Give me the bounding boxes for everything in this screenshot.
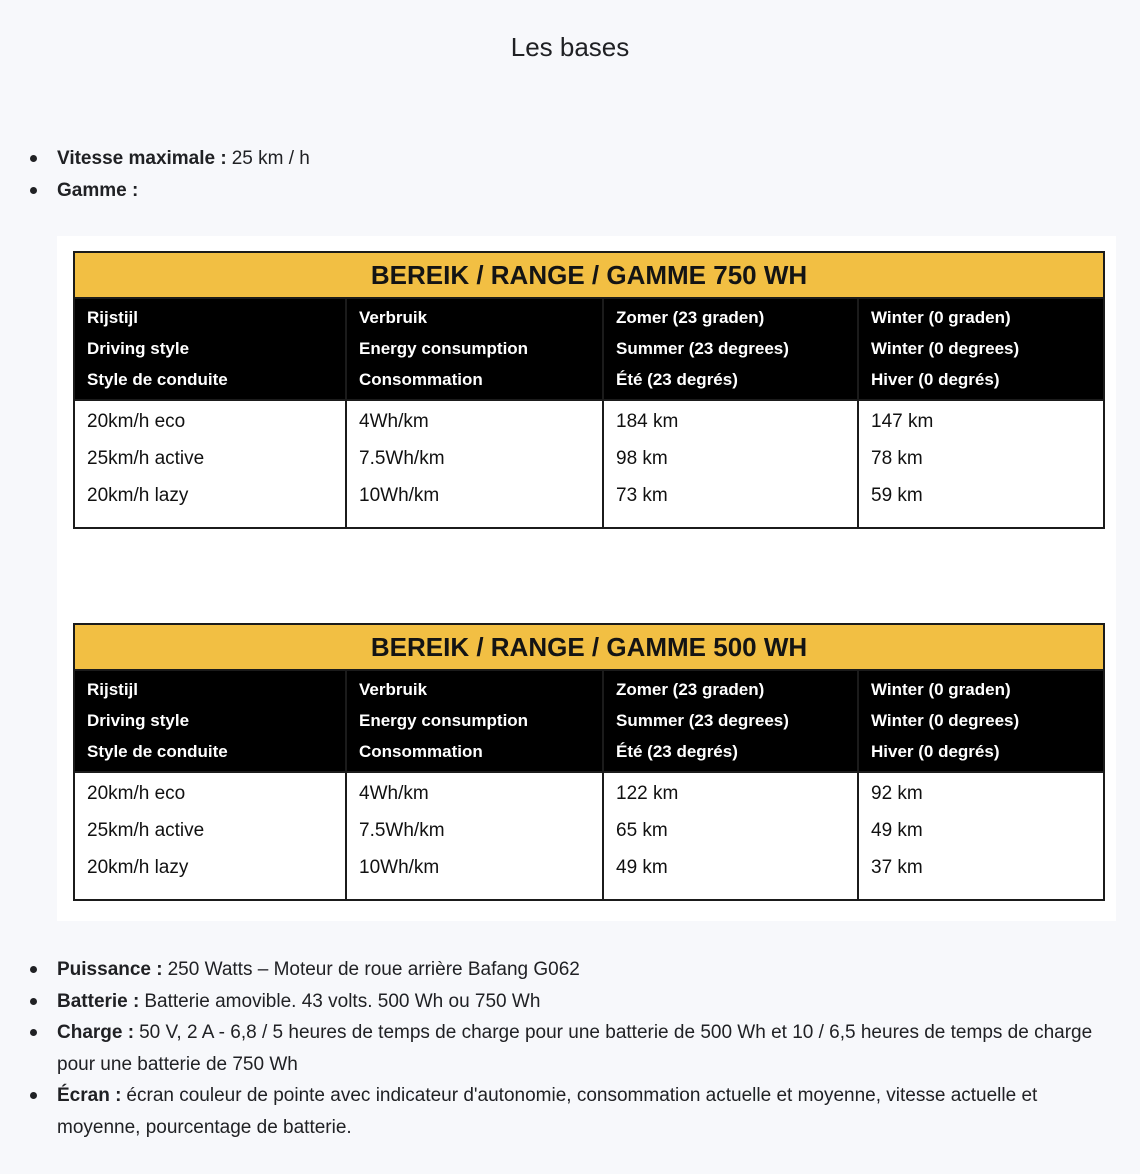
spec-ecran bbox=[57, 1080, 1120, 1143]
cell-winter-range-values: 92 km 49 km 37 km bbox=[858, 772, 1104, 900]
range-table-500wh bbox=[73, 623, 1105, 901]
spec-batterie bbox=[57, 986, 1120, 1018]
range-tables-panel bbox=[57, 236, 1116, 921]
spec-gamme bbox=[57, 175, 1120, 207]
cell-summer-range-values: 122 km 65 km 49 km bbox=[603, 772, 858, 900]
table-title-750wh: BEREIK / RANGE / GAMME 750 WH bbox=[74, 252, 1104, 298]
spec-value: 50 V, 2 A - 6,8 / 5 heures de temps de charge pour une batterie de 500 Wh et 10 / 6,5 heures de temps de charge pour une batterie de 750 Wh bbox=[57, 1022, 1093, 1075]
spec-value: 250 Watts – Moteur de roue arrière Bafang G062 bbox=[167, 959, 580, 980]
cell-driving-styles: 20km/h eco 25km/h active 20km/h lazy bbox=[74, 400, 346, 528]
spec-label: Puissance : bbox=[57, 959, 163, 980]
col-header-driving-style: Rijstijl Driving style Style de conduite bbox=[74, 670, 346, 772]
spec-charge bbox=[57, 1017, 1120, 1080]
spec-label: Batterie : bbox=[57, 990, 140, 1012]
col-header-consumption: Verbruik Energy consumption Consommation bbox=[346, 298, 603, 400]
cell-consumption-values: 4Wh/km 7.5Wh/km 10Wh/km bbox=[346, 400, 603, 528]
top-spec-list bbox=[0, 143, 1140, 206]
col-header-driving-style: Rijstijl Driving style Style de conduite bbox=[74, 298, 346, 400]
cell-summer-range-values: 184 km 98 km 73 km bbox=[603, 400, 858, 528]
cell-winter-range-values: 147 km 78 km 59 km bbox=[858, 400, 1104, 528]
col-header-winter: Winter (0 graden) Winter (0 degrees) Hiver (0 degrés) bbox=[858, 670, 1104, 772]
col-header-summer: Zomer (23 graden) Summer (23 degrees) Été (23 degrés) bbox=[603, 298, 858, 400]
col-header-consumption: Verbruik Energy consumption Consommation bbox=[346, 670, 603, 772]
col-header-winter: Winter (0 graden) Winter (0 degrees) Hiver (0 degrés) bbox=[858, 298, 1104, 400]
spec-value: écran couleur de pointe avec indicateur d'autonomie, consommation actuelle et moyenne, vitesse actuelle et moyenne, pourcentage de batterie. bbox=[57, 1085, 1038, 1138]
spec-value: 25 km / h bbox=[231, 148, 310, 169]
spec-label: Charge : bbox=[57, 1022, 135, 1043]
bottom-spec-list bbox=[0, 954, 1140, 1143]
spec-label: Vitesse maximale : bbox=[57, 148, 227, 169]
table-title-500wh: BEREIK / RANGE / GAMME 500 WH bbox=[74, 624, 1104, 670]
cell-driving-styles: 20km/h eco 25km/h active 20km/h lazy bbox=[74, 772, 346, 900]
spec-vitesse-maximale bbox=[57, 143, 1120, 175]
spec-value: Batterie amovible. 43 volts. 500 Wh ou 750 Wh bbox=[144, 990, 541, 1012]
cell-consumption-values: 4Wh/km 7.5Wh/km 10Wh/km bbox=[346, 772, 603, 900]
col-header-summer: Zomer (23 graden) Summer (23 degrees) Été (23 degrés) bbox=[603, 670, 858, 772]
spec-label: Gamme : bbox=[57, 179, 139, 201]
spec-label: Écran : bbox=[57, 1085, 122, 1106]
spec-puissance bbox=[57, 954, 1120, 986]
range-table-750wh bbox=[73, 251, 1105, 529]
page-title: Les bases bbox=[510, 32, 630, 62]
